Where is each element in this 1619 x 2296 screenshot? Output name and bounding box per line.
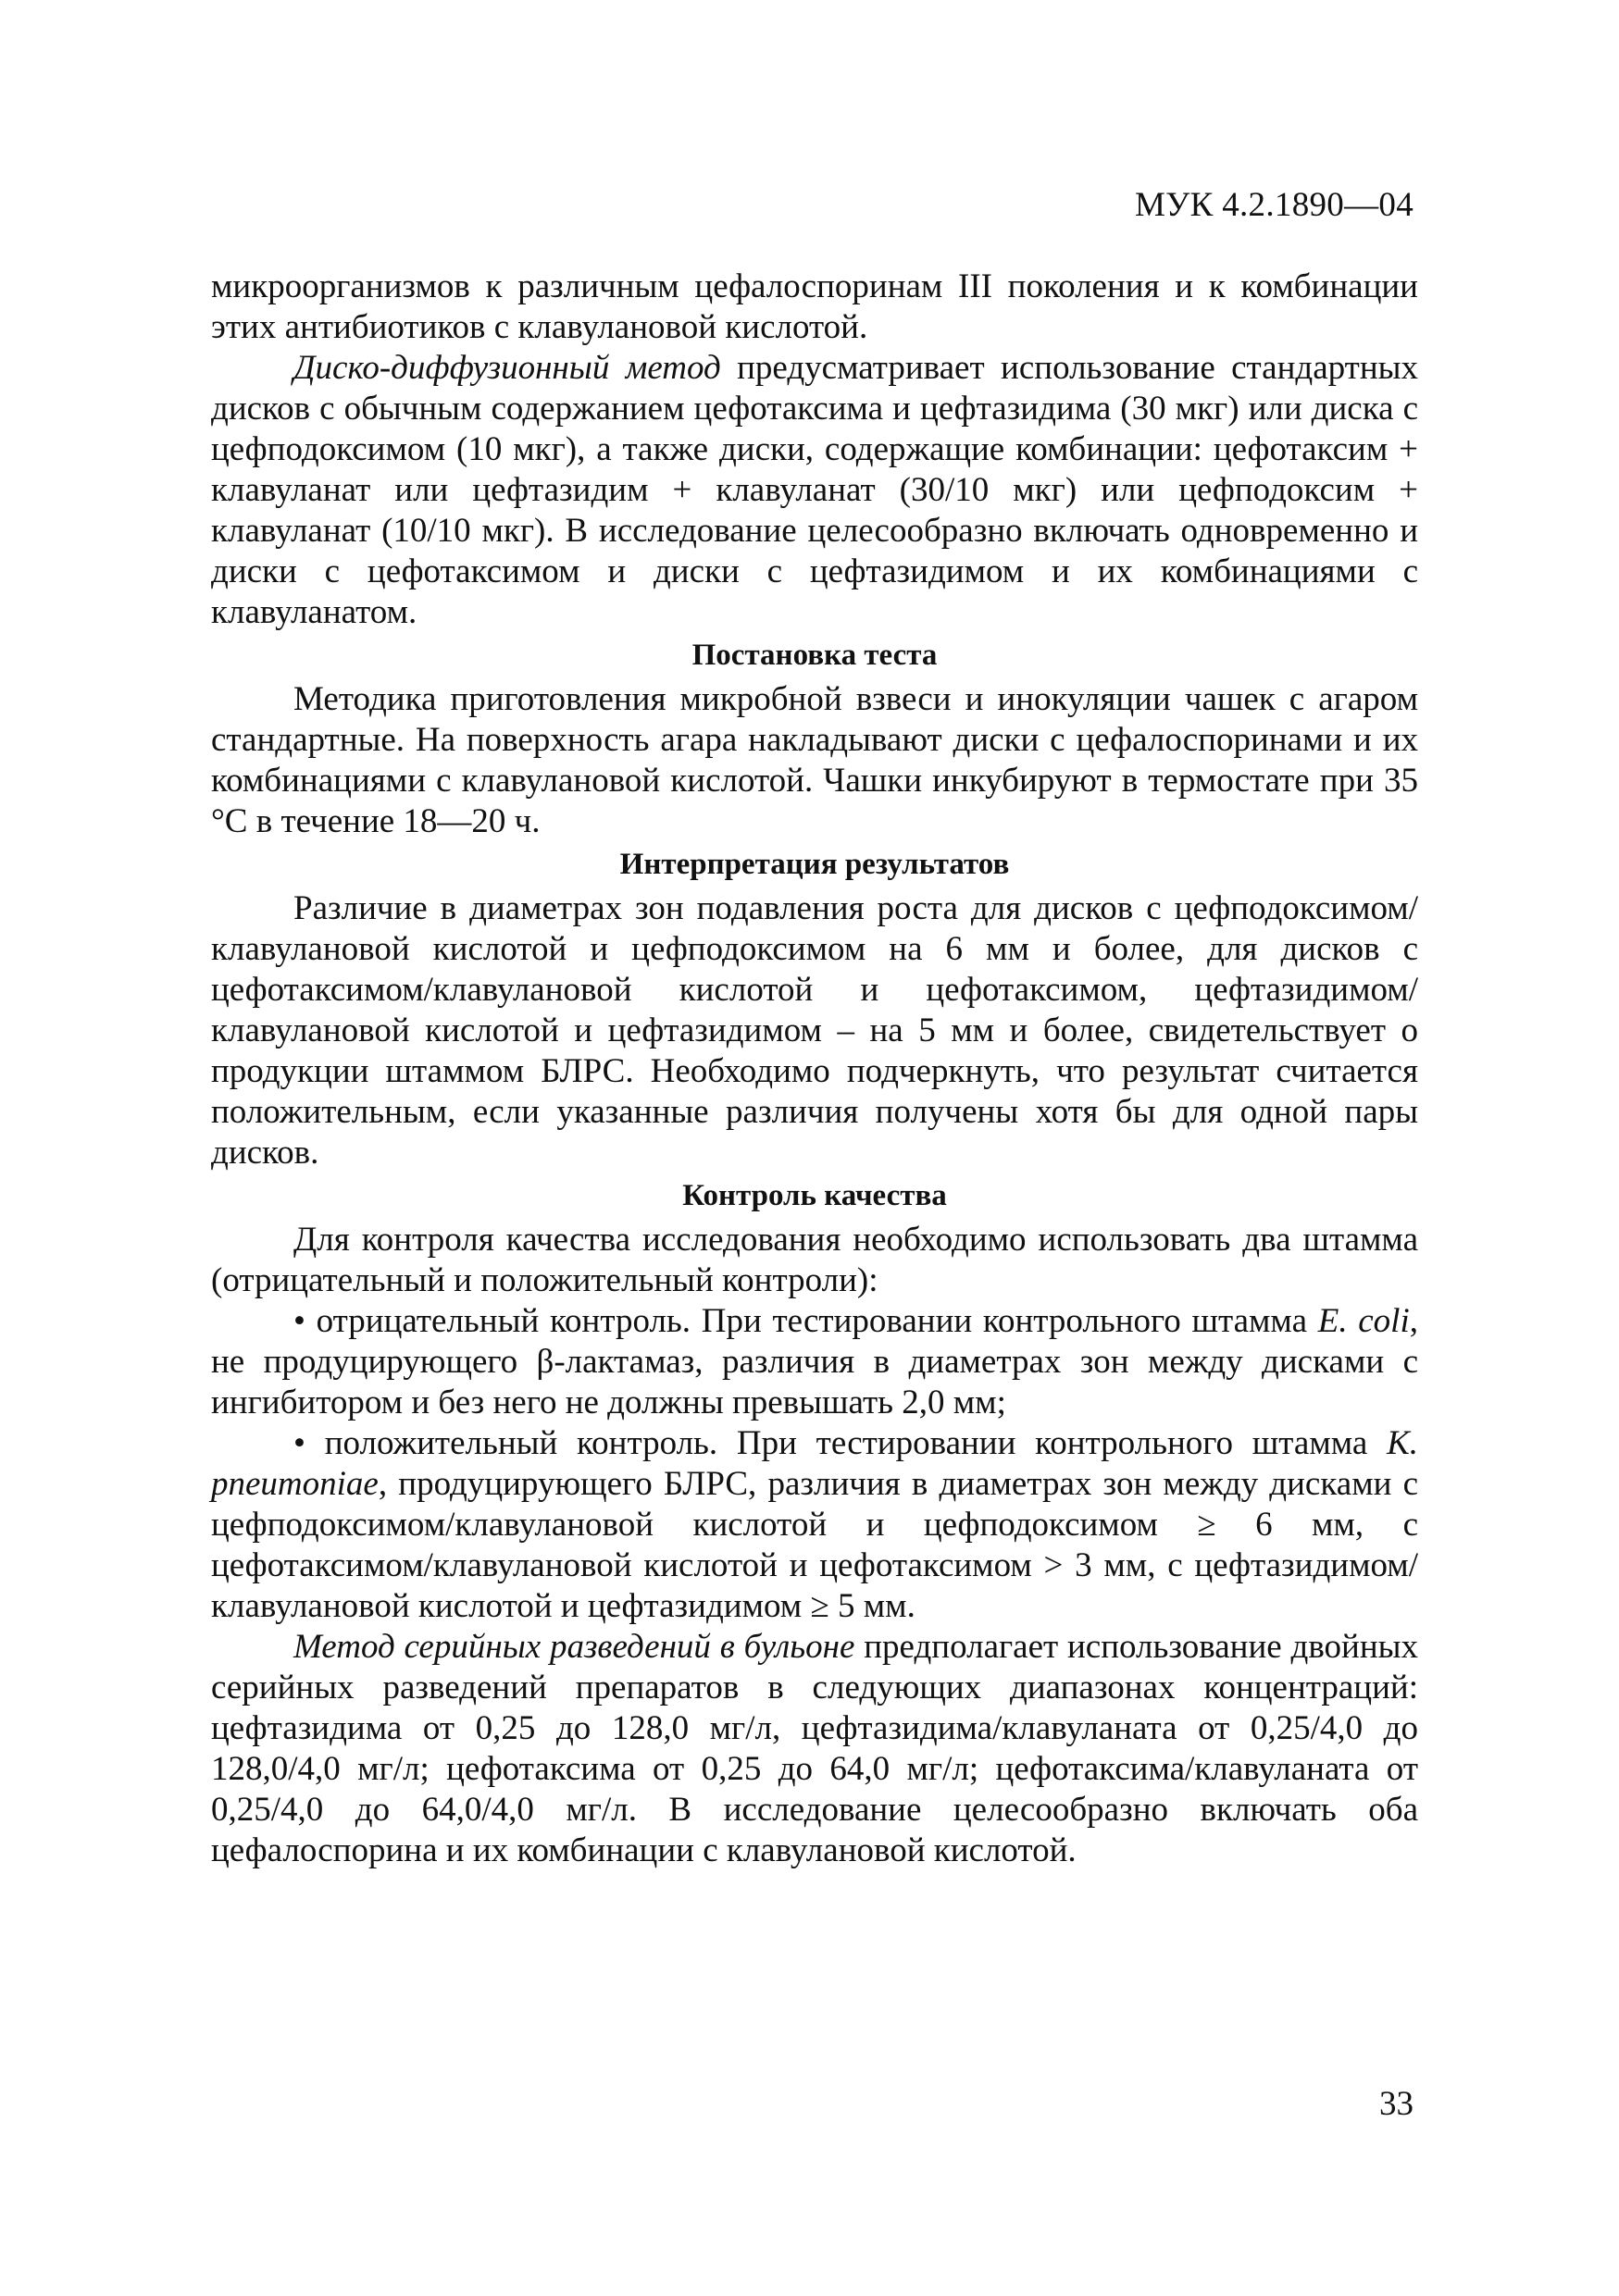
- bullet-icon: •: [293, 1302, 305, 1340]
- method-term: Метод серийных разведений в бульоне: [293, 1628, 855, 1666]
- page-number: 33: [1379, 2085, 1414, 2123]
- organism-name: E. coli: [1317, 1302, 1410, 1340]
- disk-diffusion-paragraph: [211, 348, 1418, 633]
- negative-control-item: • отрицательный контроль. При тестировании контрольного штамма E. coli, не продуцирующего β-лактамаз, различия в диаметрах зон между дисками с ингибитором и без него не должны превышать 2,0 мм;: [211, 1302, 1418, 1421]
- section-heading-quality-control: Контроль качества: [682, 1179, 947, 1212]
- quality-intro-paragraph: Для контроля качества исследования необходимо использовать два штамма (отрицательный и положительный контроли):: [211, 1221, 1418, 1299]
- continuation-paragraph: микроорганизмов к различным цефалоспоринам III поколения и к комбинации этих антибиотиков с клавулановой кислотой.: [211, 267, 1418, 346]
- body-text: [211, 267, 1418, 1871]
- document-code: МУК 4.2.1890—04: [1134, 186, 1414, 224]
- positive-control-item: • положительный контроль. При тестировании контрольного штамма K. pneumoniae, продуцирующего БЛРС, различия в диаметрах зон между дисками с цефподоксимом/клавулановой кислотой и цефподоксимом ≥ 6 мм, с цефотаксимом/клавулановой кислотой и цефотаксимом > 3 мм, с цефтазидимом/клавулановой кислотой и цефтазидимом ≥ 5 мм.: [211, 1424, 1418, 1625]
- test-setup-paragraph: Методика приготовления микробной взвеси и инокуляции чашек с агаром стандартные. На поверхность агара накладывают диски с цефалоспоринами и их комбинациями с клавулановой кислотой. Чашки инкубируют в термостате при 35 °С в течение 18—20 ч.: [211, 680, 1418, 840]
- organism-name: K. pneumoniae: [211, 1424, 1418, 1503]
- method-term: Диско-диффузионный метод: [293, 349, 721, 387]
- bullet-icon: •: [293, 1424, 305, 1462]
- section-heading-interpretation: Интерпретация результатов: [619, 848, 1010, 881]
- paragraph-text: предполагает использование двойных серийных разведений препаратов в следующих диапазонах концентраций: цефтазидима от 0,25 до 128,0 мг/л, цефтазидима/клавуланата от 0,25/4,0 до 128,0/4,0 мг/л; цефотаксима от 0,25 до 64,0 мг/л; цефотаксима/клавуланата от 0,25/4,0 до 64,0/4,0 мг/л. В исследование целесообразно включать оба цефалоспорина и их комбинации с клавулановой кислотой.: [211, 1628, 1419, 1869]
- interpretation-paragraph: Различие в диаметрах зон подавления роста для дисков с цефподоксимом/клавулановой кислотой и цефподоксимом на 6 мм и более, для дисков с цефотаксимом/клавулановой кислотой и цефотаксимом, цефтазидимом/клавулановой кислотой и цефтазидимом – на 5 мм и более, свидетельствует о продукции штаммом БЛРС. Необходимо подчеркнуть, что результат считается положительным, если указанные различия получены хотя бы для одной пары дисков.: [211, 889, 1418, 1172]
- section-heading-test-setup: Постановка теста: [691, 639, 938, 672]
- broth-dilution-paragraph: [211, 1627, 1418, 1871]
- paragraph-text: предусматривает использование стандартных дисков с обычным содержанием цефотаксима и цефтазидима (30 мкг) или диска с цефподоксимом (10 мкг), а также диски, содержащие комбинации: цефотаксим + клавуланат или цефтазидим + клавуланат (30/10 мкг) или цефподоксим + клавуланат (10/10 мкг). В исследование целесообразно включать одновременно и диски с цефотаксимом и диски с цефтазидимом и их комбинациями с клавуланатом.: [211, 349, 1418, 631]
